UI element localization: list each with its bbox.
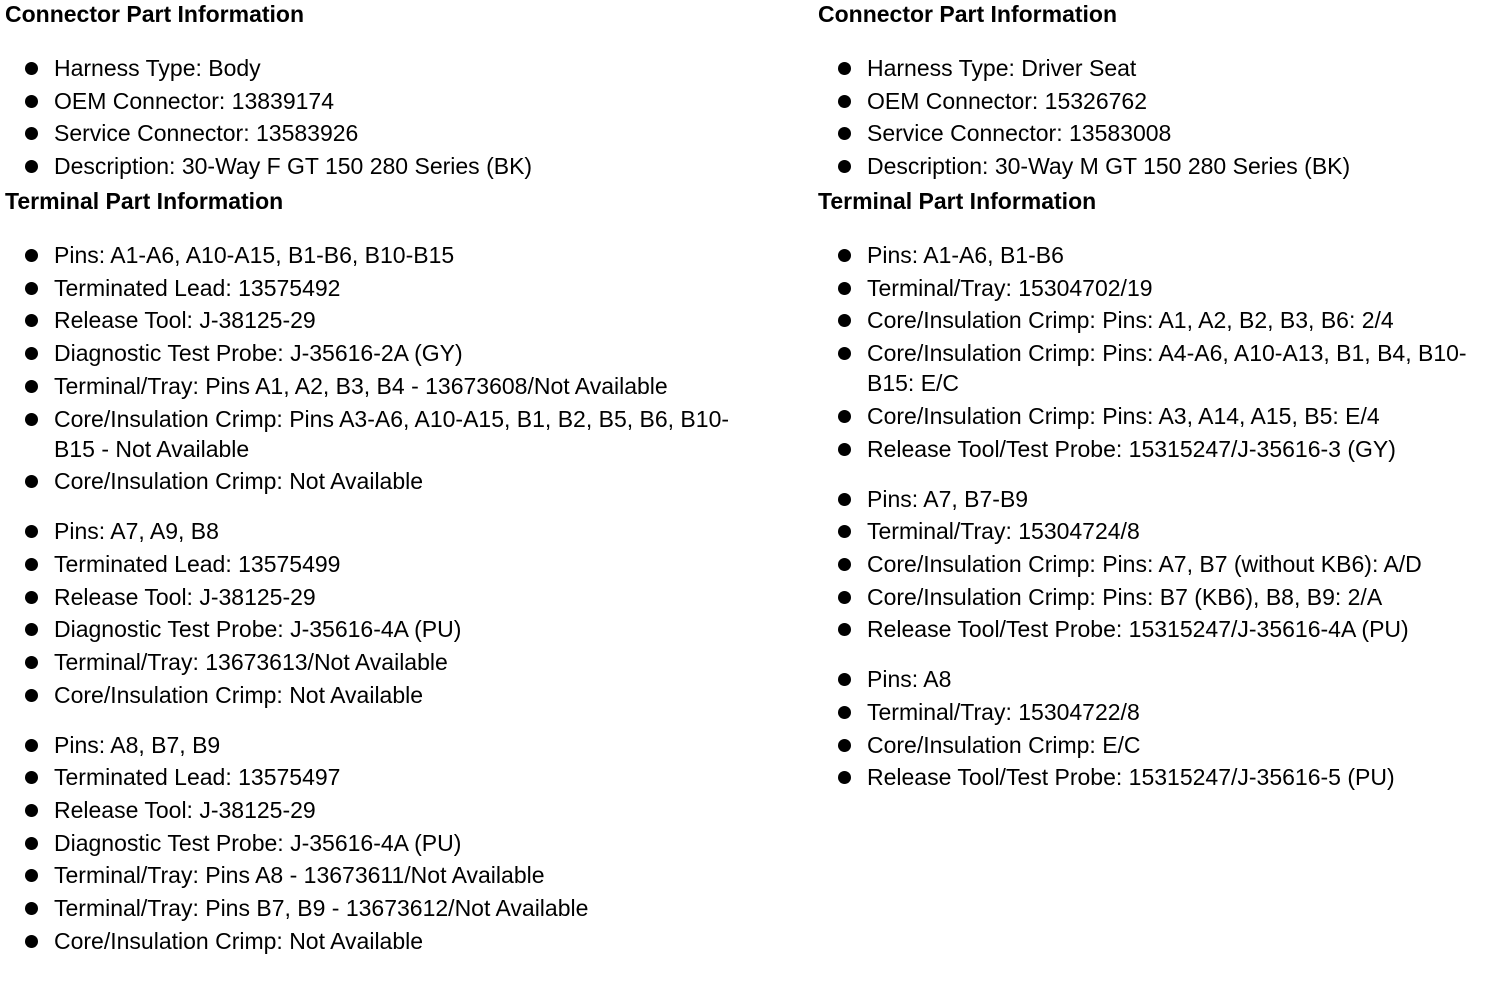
list-item: Terminal/Tray: Pins A1, A2, B3, B4 - 13673608/Not Available <box>5 371 795 401</box>
terminal-group-3 <box>5 730 795 956</box>
list-item: Terminal/Tray: 15304722/8 <box>818 697 1498 727</box>
list-item: OEM Connector: 13839174 <box>5 86 795 116</box>
list-item: Release Tool/Test Probe: 15315247/J-35616-3 (GY) <box>818 434 1498 464</box>
list-item: Pins: A1-A6, B1-B6 <box>818 240 1498 270</box>
list-item: Diagnostic Test Probe: J-35616-4A (PU) <box>5 614 795 644</box>
list-item: Pins: A1-A6, A10-A15, B1-B6, B10-B15 <box>5 240 795 270</box>
list-item: Terminal/Tray: 13673613/Not Available <box>5 647 795 677</box>
terminal-group-3 <box>818 664 1498 792</box>
list-item: Release Tool: J-38125-29 <box>5 795 795 825</box>
list-item: Harness Type: Body <box>5 53 795 83</box>
list-item: Core/Insulation Crimp: Not Available <box>5 926 795 956</box>
connector-part-list <box>5 53 795 181</box>
connector-part-heading: Connector Part Information <box>5 1 305 27</box>
list-item: Release Tool: J-38125-29 <box>5 305 795 335</box>
left-column <box>5 0 795 958</box>
terminal-group-1 <box>5 240 795 496</box>
list-item: Core/Insulation Crimp: Not Available <box>5 680 795 710</box>
list-item: Core/Insulation Crimp: Pins: A3, A14, A15, B5: E/4 <box>818 401 1498 431</box>
list-item: Terminated Lead: 13575499 <box>5 549 795 579</box>
list-item: Service Connector: 13583008 <box>818 118 1498 148</box>
list-item: Description: 30-Way F GT 150 280 Series (BK) <box>5 151 795 181</box>
list-item: Core/Insulation Crimp: Not Available <box>5 466 795 496</box>
list-item: Core/Insulation Crimp: Pins A3-A6, A10-A15, B1, B2, B5, B6, B10-B15 - Not Available <box>5 404 754 464</box>
list-item: Core/Insulation Crimp: Pins: A4-A6, A10-A13, B1, B4, B10-B15: E/C <box>818 338 1477 398</box>
list-item: Core/Insulation Crimp: E/C <box>818 730 1498 760</box>
list-item: Pins: A7, A9, B8 <box>5 516 795 546</box>
list-item: Terminal/Tray: 15304702/19 <box>818 273 1498 303</box>
list-item: Pins: A8 <box>818 664 1498 694</box>
list-item: Terminal/Tray: 15304724/8 <box>818 516 1498 546</box>
list-item: Release Tool/Test Probe: 15315247/J-35616-5 (PU) <box>818 762 1498 792</box>
list-item: Description: 30-Way M GT 150 280 Series (BK) <box>818 151 1498 181</box>
list-item: Pins: A7, B7-B9 <box>818 484 1498 514</box>
list-item: Core/Insulation Crimp: Pins: A1, A2, B2, B3, B6: 2/4 <box>818 305 1498 335</box>
list-item: Service Connector: 13583926 <box>5 118 795 148</box>
list-item: Core/Insulation Crimp: Pins: A7, B7 (without KB6): A/D <box>818 549 1498 579</box>
list-item: Diagnostic Test Probe: J-35616-4A (PU) <box>5 828 795 858</box>
list-item: Harness Type: Driver Seat <box>818 53 1498 83</box>
right-column <box>818 0 1498 795</box>
connector-part-list <box>818 53 1498 181</box>
list-item: Diagnostic Test Probe: J-35616-2A (GY) <box>5 338 795 368</box>
list-item: Release Tool: J-38125-29 <box>5 582 795 612</box>
connector-part-heading: Connector Part Information <box>818 1 1118 27</box>
list-item: Terminated Lead: 13575497 <box>5 762 795 792</box>
terminal-group-1 <box>818 240 1498 463</box>
list-item: Terminated Lead: 13575492 <box>5 273 795 303</box>
list-item: Terminal/Tray: Pins A8 - 13673611/Not Available <box>5 860 795 890</box>
list-item: Release Tool/Test Probe: 15315247/J-35616-4A (PU) <box>818 614 1498 644</box>
list-item: Terminal/Tray: Pins B7, B9 - 13673612/Not Available <box>5 893 795 923</box>
terminal-group-2 <box>5 516 795 709</box>
terminal-part-heading: Terminal Part Information <box>5 188 284 215</box>
list-item: Core/Insulation Crimp: Pins: B7 (KB6), B8, B9: 2/A <box>818 582 1498 612</box>
list-item: Pins: A8, B7, B9 <box>5 730 795 760</box>
terminal-part-heading: Terminal Part Information <box>818 188 1097 215</box>
terminal-group-2 <box>818 484 1498 645</box>
list-item: OEM Connector: 15326762 <box>818 86 1498 116</box>
